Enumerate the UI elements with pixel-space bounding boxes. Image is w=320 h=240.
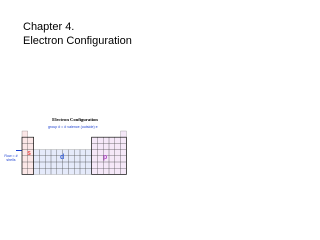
d-block-label: d	[60, 154, 65, 161]
p-block-cell	[109, 150, 115, 156]
d-block-cell	[34, 156, 40, 162]
slide-subtitle: Electron Configuration	[23, 35, 132, 47]
d-block-cell	[74, 168, 80, 174]
p-block-cell	[115, 137, 121, 143]
d-block-cell	[45, 162, 51, 168]
s-block-cell	[28, 143, 34, 149]
p-block-cell	[92, 156, 98, 162]
s-block-cell	[28, 168, 34, 174]
d-block-cell	[80, 150, 86, 156]
d-block-cell	[39, 156, 45, 162]
d-block-cell	[68, 156, 74, 162]
slide-title-block	[23, 20, 149, 48]
d-block-cell	[80, 162, 86, 168]
d-block-cell	[80, 168, 86, 174]
figure-subtitle: group # = # valence (outside) e	[48, 125, 98, 129]
d-block-cell	[39, 168, 45, 174]
d-block-cell	[68, 162, 74, 168]
p-block-cell	[109, 156, 115, 162]
p-block-cell	[115, 150, 121, 156]
p-block-cell	[115, 143, 121, 149]
d-block-cell	[86, 150, 92, 156]
d-block-cell	[86, 156, 92, 162]
d-block-cell	[39, 162, 45, 168]
p-block-cell	[115, 156, 121, 162]
p-block-cell	[121, 156, 127, 162]
d-block-cell	[51, 156, 57, 162]
periodic-table-figure	[4, 117, 130, 192]
p-block-cell	[97, 162, 103, 168]
p-block-cell	[121, 137, 127, 143]
d-block-cell	[45, 168, 51, 174]
d-block-cell	[74, 150, 80, 156]
d-block-cell	[68, 168, 74, 174]
p-block-cell	[103, 162, 109, 168]
s-block-cell	[22, 137, 28, 143]
d-block-cell	[45, 150, 51, 156]
p-block-cell	[92, 168, 98, 174]
s-block-label: s	[27, 150, 31, 157]
p-block-cell	[103, 143, 109, 149]
d-block-cell	[80, 156, 86, 162]
p-block-cell	[97, 168, 103, 174]
row-label: Row = # shells	[4, 154, 18, 162]
periodic-table-grid	[20, 129, 130, 189]
d-block-cell	[74, 162, 80, 168]
p-block-cell	[109, 162, 115, 168]
s-block-cell	[22, 131, 28, 137]
d-block-cell	[57, 162, 63, 168]
d-block-cell	[51, 168, 57, 174]
d-block-cell	[51, 150, 57, 156]
d-block-cell	[34, 162, 40, 168]
p-block-cell	[109, 143, 115, 149]
p-block-cell	[121, 150, 127, 156]
d-block-cell	[34, 150, 40, 156]
p-block-cell	[92, 137, 98, 143]
slide-title: Chapter 4.	[23, 21, 75, 33]
d-block-cell	[39, 150, 45, 156]
s-block-cell	[28, 137, 34, 143]
d-block-cell	[57, 168, 63, 174]
d-block-cell	[63, 168, 69, 174]
s-block-cell	[22, 168, 28, 174]
p-block-cell	[97, 143, 103, 149]
p-block-cell	[109, 137, 115, 143]
s-block-cell	[22, 162, 28, 168]
p-block-cell	[103, 137, 109, 143]
s-block-cell	[22, 143, 28, 149]
p-block-cell	[92, 143, 98, 149]
d-block-cell	[34, 168, 40, 174]
d-block-cell	[74, 156, 80, 162]
d-block-cell	[45, 156, 51, 162]
p-block-cell	[121, 168, 127, 174]
p-block-cell	[121, 131, 127, 137]
p-block-cell	[121, 162, 127, 168]
p-block-cell	[115, 162, 121, 168]
d-block-cell	[68, 150, 74, 156]
p-block-cell	[92, 162, 98, 168]
d-block-cell	[51, 162, 57, 168]
figure-title: Electron Configuration	[52, 117, 98, 122]
p-block-label: p	[103, 154, 108, 161]
p-block-cell	[121, 143, 127, 149]
p-block-cell	[103, 168, 109, 174]
d-block-cell	[86, 168, 92, 174]
p-block-cell	[92, 150, 98, 156]
d-block-cell	[63, 162, 69, 168]
p-block-cell	[97, 137, 103, 143]
d-block-cell	[86, 162, 92, 168]
p-block-cell	[109, 168, 115, 174]
p-block-cell	[115, 168, 121, 174]
s-block-cell	[28, 162, 34, 168]
